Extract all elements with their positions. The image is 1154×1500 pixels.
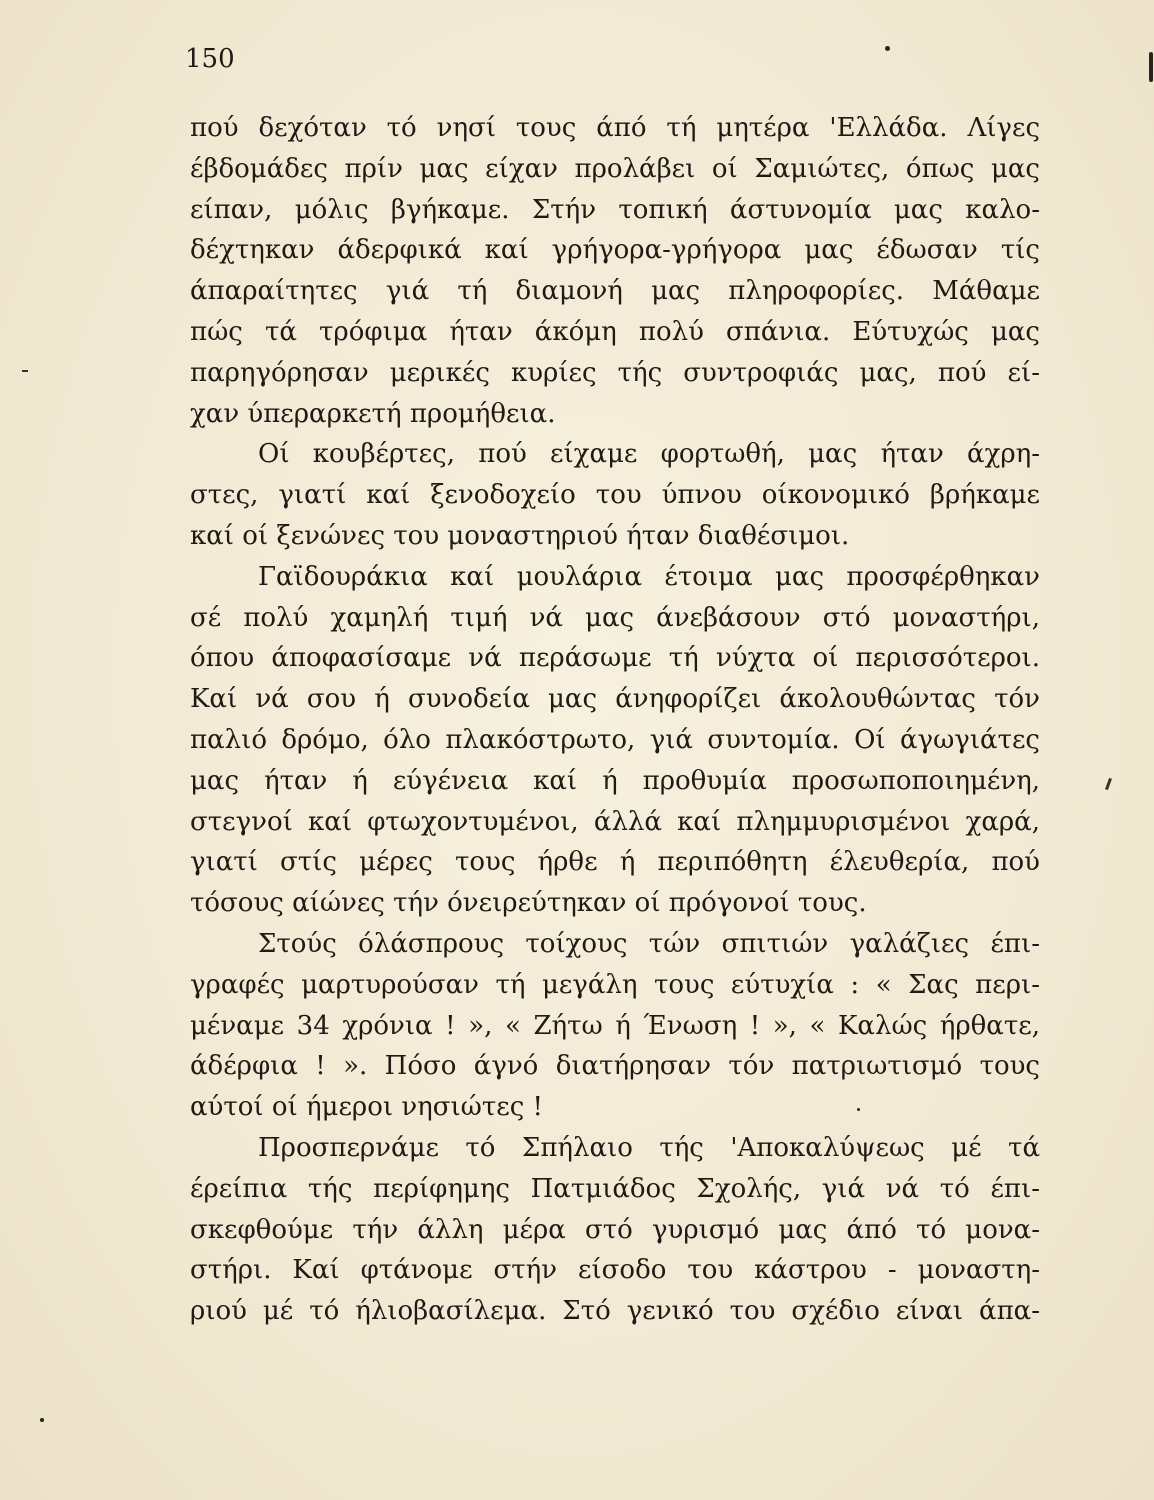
body-text [190, 108, 1040, 1332]
text-line: όπου άποφασίσαμε νά περάσωμε τή νύχτα οί περισσότεροι. [190, 643, 1040, 674]
text-line: στήρι. Καί φτάνομε στήν είσοδο του κάστρου - μοναστη- [190, 1255, 1040, 1286]
text-line: Καί νά σου ή συνοδεία μας άνηφορίζει άκολουθώντας τόν [190, 684, 1040, 715]
text-line: Στούς όλάσπρους τοίχους τών σπιτιών γαλάζιες έπι- [258, 928, 1040, 959]
text-line: μας ήταν ή εύγένεια καί ή προθυμία προσωποποιημένη, [190, 765, 1040, 796]
text-line: πού δεχόταν τό νησί τους άπό τή μητέρα 'Ελλάδα. Λίγες [190, 113, 1040, 143]
text-line: παρηγόρησαν μερικές κυρίες τής συντροφιάς μας, πού εί- [190, 357, 1040, 388]
text-line: γραφές μαρτυρούσαν τή μεγάλη τους εύτυχία : « Σας περι- [190, 969, 1040, 1000]
text-line: μέναμε 34 χρόνια ! », « Ζήτω ή Ένωση ! », « Καλώς ήρθατε, [190, 1010, 1040, 1041]
paragraph-5 [190, 1128, 1040, 1332]
text-line: δέχτηκαν άδερφικά καί γρήγορα-γρήγορα μας έδωσαν τίς [190, 235, 1040, 266]
scan-speck [40, 1418, 44, 1422]
text-line: χαν ύπεραρκετή προμήθεια. [190, 398, 556, 429]
paragraph-4 [190, 924, 1040, 1128]
page-number: 150 [185, 44, 235, 74]
margin-mark [1105, 778, 1112, 790]
text-line: αύτοί οί ήμεροι νησιώτες ! [190, 1092, 543, 1123]
text-line: ριού μέ τό ήλιοβασίλεμα. Στό γενικό του σχέδιο είναι άπα- [190, 1296, 1040, 1327]
scan-speck [857, 1108, 860, 1111]
paragraph-2 [190, 434, 1040, 556]
text-line: είπαν, μόλις βγήκαμε. Στήν τοπική άστυνομία μας καλο- [190, 194, 1040, 225]
text-line: στεγνοί καί φτωχοντυμένοι, άλλά καί πλημμυρισμένοι χαρά, [190, 806, 1040, 837]
text-line: Γαϊδουράκια καί μουλάρια έτοιμα μας προσφέρθηκαν [258, 561, 1040, 592]
text-line: Οί κουβέρτες, πού είχαμε φορτωθή, μας ήταν άχρη- [258, 439, 1040, 470]
text-line: παλιό δρόμο, όλο πλακόστρωτο, γιά συντομία. Οί άγωγιάτες [190, 724, 1040, 755]
text-line: γιατί στίς μέρες τους ήρθε ή περιπόθητη έλευθερία, πού [190, 847, 1040, 878]
text-line: άπαραίτητες γιά τή διαμονή μας πληροφορίες. Μάθαμε [190, 276, 1040, 307]
text-line: σκεφθούμε τήν άλλη μέρα στό γυρισμό μας άπό τό μονα- [190, 1214, 1040, 1245]
text-line: έβδομάδες πρίν μας είχαν προλάβει οί Σαμιώτες, όπως μας [190, 153, 1040, 184]
text-line: τόσους αίώνες τήν όνειρεύτηκαν οί πρόγονοί τους. [190, 888, 867, 919]
scan-speck [885, 46, 890, 51]
margin-mark [22, 370, 28, 372]
text-line: άδέρφια ! ». Πόσο άγνό διατήρησαν τόν πατριωτισμό τους [190, 1051, 1040, 1082]
text-line: έρείπια τής περίφημης Πατμιάδος Σχολής, γιά νά τό έπι- [190, 1173, 1040, 1204]
scan-speck [1149, 52, 1153, 82]
text-line: πώς τά τρόφιμα ήταν άκόμη πολύ σπάνια. Εύτυχώς μας [190, 316, 1040, 347]
text-line: Προσπερνάμε τό Σπήλαιο τής 'Αποκαλύψεως μέ τά [258, 1132, 1040, 1163]
paragraph-1 [190, 108, 1040, 434]
text-line: στες, γιατί καί ξενοδοχείο του ύπνου οίκονομικό βρήκαμε [190, 480, 1040, 511]
text-line: σέ πολύ χαμηλή τιμή νά μας άνεβάσουν στό μοναστήρι, [190, 602, 1040, 633]
text-line: καί οί ξενώνες του μοναστηριού ήταν διαθέσιμοι. [190, 520, 850, 551]
paragraph-3 [190, 557, 1040, 924]
